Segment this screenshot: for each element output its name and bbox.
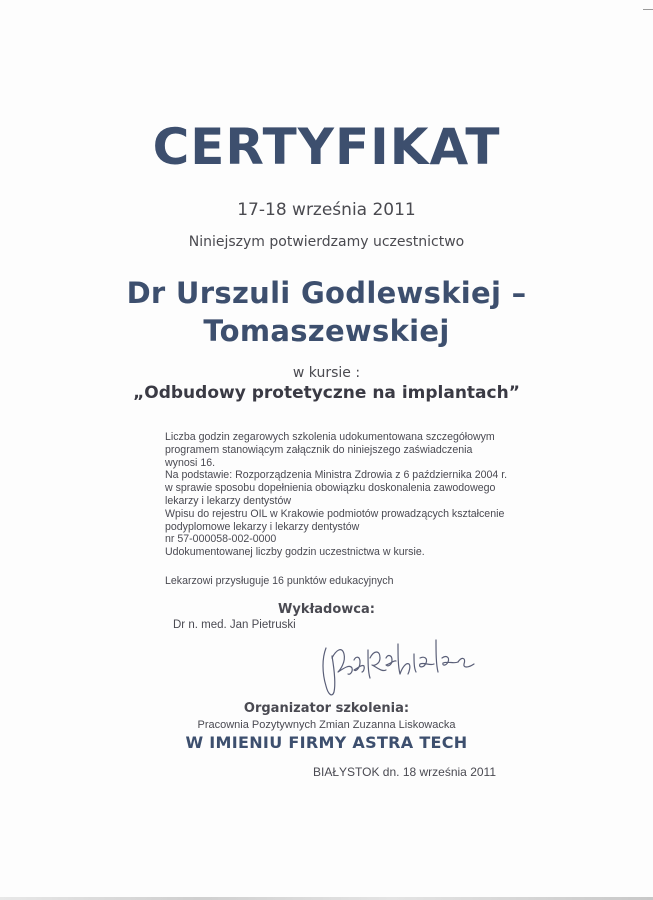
organizer-name: Pracownia Pozytywnych Zmian Zuzanna Liskowacka (197, 719, 456, 731)
lecturer-label: Wykładowca: (278, 602, 375, 617)
body-line: programem stanowiącym załącznik do niniejszego zaświadczenia (165, 443, 473, 456)
body-line: Na podstawie: Rozporządzenia Ministra Zdrowia z 6 października 2004 r. (165, 469, 508, 482)
body-line: w sprawie sposobu dopełnienia obowiązku doskonalenia zawodowego (165, 482, 496, 495)
body-line: Wpisu do rejestru OIL w Krakowie podmiotów prowadzących kształcenie (165, 507, 505, 520)
course-title: „Odbudowy protetyczne na implantach” (133, 383, 520, 403)
body-line: podyplomowe lekarzy i lekarzy dentystów (165, 520, 360, 533)
education-points: Lekarzowi przysługuje 16 punktów edukacyjnych (165, 575, 394, 587)
body-line: Liczba godzin zegarowych szkolenia udokumentowana szczegółowym (165, 431, 495, 443)
certificate-title: CERTYFIKAT (152, 118, 501, 176)
organizer-label: Organizator szkolenia: (243, 701, 410, 716)
body-line: lekarzy i lekarzy dentystów (165, 494, 291, 507)
certificate-body (165, 431, 585, 559)
in-course-label: w kursie : (292, 365, 361, 381)
place-and-date: BIAŁYSTOK dn. 18 września 2011 (313, 765, 496, 779)
body-line: nr 57-000058-002-0000 (165, 533, 277, 546)
body-line: wynosi 16. (165, 456, 216, 469)
confirmation-text: Niniejszym potwierdzamy uczestnictwo (188, 234, 465, 250)
lecturer-name: Dr n. med. Jan Pietruski (173, 619, 296, 631)
body-line: Udokumentowanej liczby godzin uczestnictwa w kursie. (165, 546, 425, 559)
firm-name: W IMIENIU FIRMY ASTRA TECH (185, 733, 468, 752)
scan-corner-mark (643, 9, 653, 10)
handwritten-signature (316, 628, 484, 700)
recipient-name-line1: Dr Urszuli Godlewskiej – (126, 276, 527, 310)
course-date: 17-18 września 2011 (237, 200, 416, 220)
recipient-name-line2: Tomaszewskiej (203, 314, 450, 348)
